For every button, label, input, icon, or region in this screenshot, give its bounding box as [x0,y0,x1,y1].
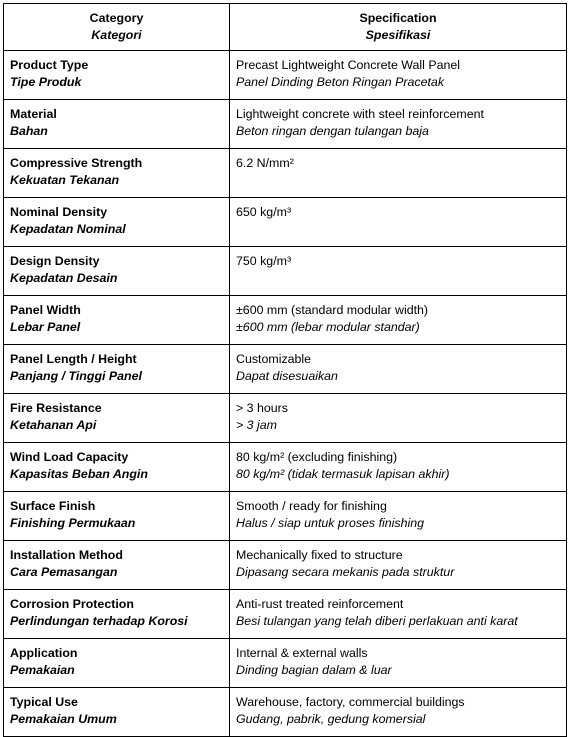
category-cell [4,541,230,590]
specification-cell [230,247,567,296]
category-label-id: Kepadatan Nominal [10,222,126,236]
specification-cell [230,541,567,590]
category-label-en: Application [10,646,78,660]
specification-value-en: 750 kg/m³ [236,254,292,268]
category-header [4,4,230,51]
category-label-id: Finishing Permukaan [10,516,136,530]
table-row [4,688,567,737]
table-row [4,639,567,688]
specification-cell [230,443,567,492]
specification-value-id: Dinding bagian dalam & luar [236,663,392,677]
specification-value-id: 80 kg/m² (tidak termasuk lapisan akhir) [236,467,450,481]
specification-cell [230,198,567,247]
specification-value-id: Dapat disesuaikan [236,369,338,383]
category-cell [4,688,230,737]
table-row [4,198,567,247]
specification-value-en: Customizable [236,352,312,366]
table-row [4,100,567,149]
category-cell [4,639,230,688]
table-row [4,492,567,541]
specification-cell [230,688,567,737]
specification-value-en: Anti-rust treated reinforcement [236,597,404,611]
table-row [4,394,567,443]
category-label-en: Installation Method [10,548,123,562]
table-row [4,345,567,394]
specification-header [230,4,567,51]
specification-cell [230,149,567,198]
table-row [4,590,567,639]
specification-header-id: Spesifikasi [365,28,431,42]
specification-value-en: Smooth / ready for finishing [236,499,387,513]
specification-value-en: Internal & external walls [236,646,368,660]
category-header-en: Category [89,11,144,25]
category-cell [4,345,230,394]
category-label-id: Panjang / Tinggi Panel [10,369,142,383]
category-cell [4,198,230,247]
specification-value-id: ±600 mm (lebar modular standar) [236,320,420,334]
specification-value-id: Gudang, pabrik, gedung komersial [236,712,426,726]
category-label-en: Compressive Strength [10,156,143,170]
specification-cell [230,394,567,443]
specification-value-en: Precast Lightweight Concrete Wall Panel [236,58,461,72]
specification-value-id: Halus / siap untuk proses finishing [236,516,425,530]
category-label-en: Corrosion Protection [10,597,134,611]
specification-value-en: ±600 mm (standard modular width) [236,303,429,317]
table-body [4,51,567,737]
specification-table [3,3,567,737]
category-label-id: Tipe Produk [10,75,82,89]
specification-cell [230,590,567,639]
category-header-id: Kategori [91,28,142,42]
category-label-id: Kepadatan Desain [10,271,118,285]
specification-cell [230,345,567,394]
category-label-id: Pemakaian [10,663,75,677]
category-cell [4,51,230,100]
category-cell [4,100,230,149]
category-label-id: Lebar Panel [10,320,81,334]
table-row [4,443,567,492]
category-label-en: Panel Length / Height [10,352,137,366]
category-cell [4,394,230,443]
category-cell [4,590,230,639]
category-label-id: Cara Pemasangan [10,565,118,579]
category-cell [4,443,230,492]
category-label-en: Typical Use [10,695,78,709]
category-cell [4,492,230,541]
specification-header-en: Specification [359,11,437,25]
category-label-id: Kapasitas Beban Angin [10,467,148,481]
category-label-en: Wind Load Capacity [10,450,129,464]
specification-cell [230,100,567,149]
category-cell [4,296,230,345]
specification-value-en: Mechanically fixed to structure [236,548,403,562]
category-label-en: Design Density [10,254,100,268]
specification-cell [230,492,567,541]
table-row [4,247,567,296]
specification-value-en: 80 kg/m² (excluding finishing) [236,450,398,464]
table-row [4,296,567,345]
category-label-en: Material [10,107,57,121]
specification-value-id: Panel Dinding Beton Ringan Pracetak [236,75,445,89]
table-row [4,541,567,590]
specification-value-en: Warehouse, factory, commercial buildings [236,695,465,709]
category-label-id: Bahan [10,124,48,138]
table-row [4,149,567,198]
specification-value-id: Beton ringan dengan tulangan baja [236,124,429,138]
specification-cell [230,639,567,688]
specification-cell [230,51,567,100]
category-label-en: Product Type [10,58,89,72]
specification-value-en: Lightweight concrete with steel reinforcement [236,107,484,121]
category-cell [4,149,230,198]
category-label-en: Surface Finish [10,499,96,513]
category-label-en: Panel Width [10,303,81,317]
category-cell [4,247,230,296]
specification-value-en: 650 kg/m³ [236,205,292,219]
table-header-row [4,4,567,51]
table-row [4,51,567,100]
specification-cell [230,296,567,345]
specification-value-en: 6.2 N/mm² [236,156,294,170]
category-label-id: Ketahanan Api [10,418,97,432]
category-label-id: Kekuatan Tekanan [10,173,120,187]
category-label-en: Nominal Density [10,205,108,219]
specification-value-id: Dipasang secara mekanis pada struktur [236,565,455,579]
category-label-id: Perlindungan terhadap Korosi [10,614,188,628]
category-label-en: Fire Resistance [10,401,102,415]
specification-value-en: > 3 hours [236,401,289,415]
specification-value-id: Besi tulangan yang telah diberi perlakuan anti karat [236,614,518,628]
category-label-id: Pemakaian Umum [10,712,117,726]
specification-value-id: > 3 jam [236,418,277,432]
